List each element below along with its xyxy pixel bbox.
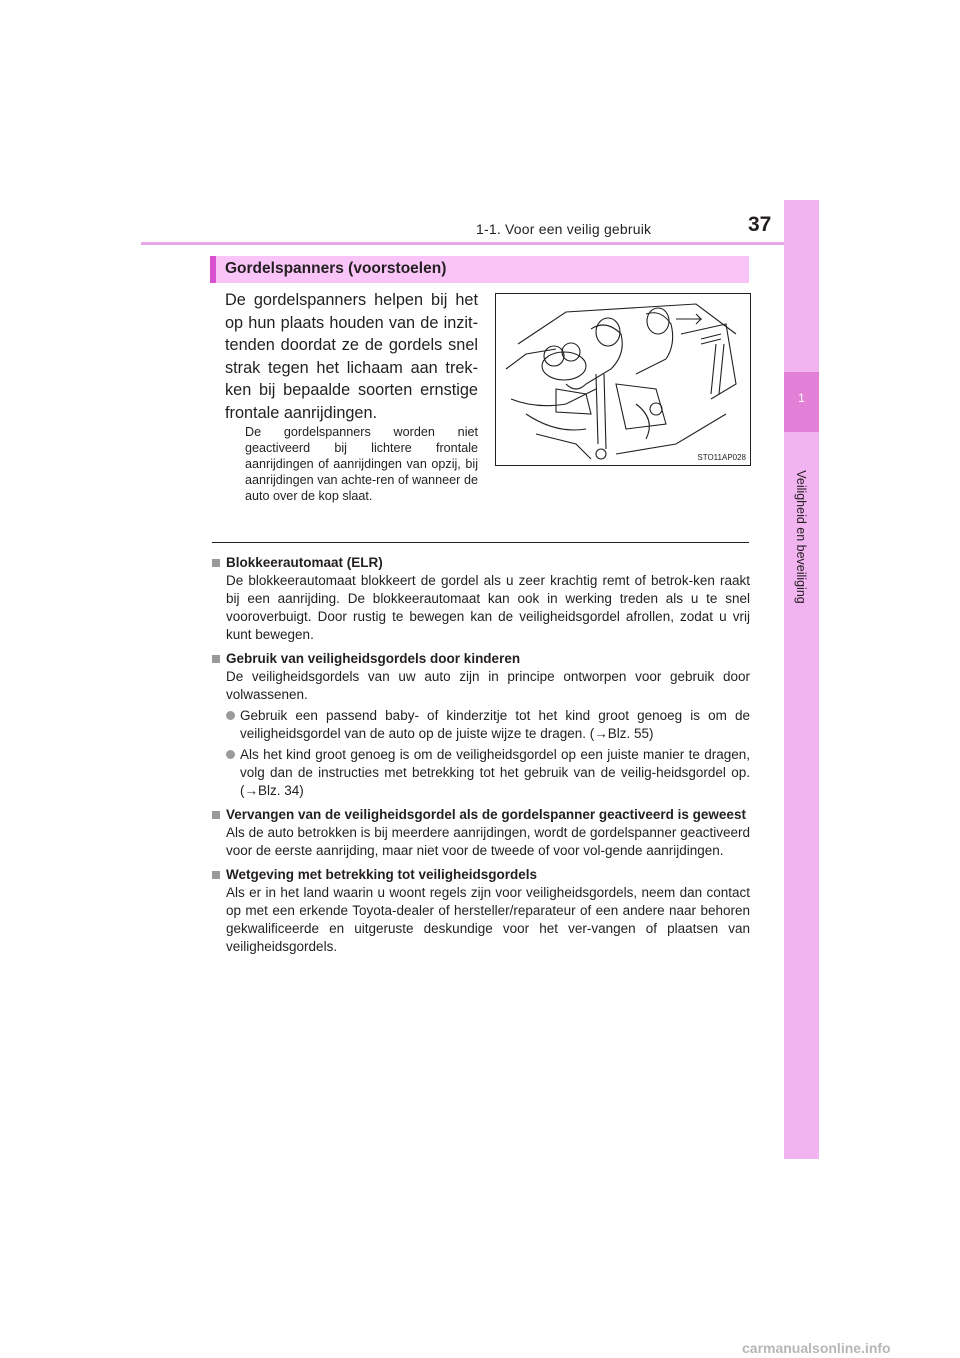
- info-item-text: De blokkeerautomaat blokkeert de gordel als u zeer krachtig remt of betrok-ken raakt bij een aanrijding. De blokkeerautomaat kan ook in werking treden als u te snel vooroverbuigt. Door rustig te bewegen kan de veiligheidsgordel afrollen, zodat u vrij kunt bewegen.: [226, 573, 750, 642]
- info-bullet-text: Als het kind groot genoeg is om de veiligheidsgordel op een juiste manier te dragen, volg dan de instructies met betrekking tot het gebruik van de veilig-heidsgordel op. (→Blz. 34): [240, 747, 750, 798]
- intro-paragraph: De gordelspanners helpen bij het op hun plaats houden van de inzit-tenden doordat ze de gordels snel strak tegen het lichaam aan trek-ken bij bepaalde soorten ernstige frontale aanrijdingen.: [225, 291, 478, 422]
- square-bullet-icon: [212, 559, 220, 567]
- car-interior-drawing: [496, 294, 750, 465]
- square-bullet-icon: [212, 811, 220, 819]
- info-item: [212, 866, 750, 956]
- info-items: [212, 554, 750, 962]
- info-item: [212, 554, 750, 644]
- info-item-heading: [212, 650, 750, 668]
- chapter-number: 1: [798, 391, 805, 405]
- header-rule: [141, 242, 819, 245]
- header-section-title: 1-1. Voor een veilig gebruik: [476, 221, 652, 237]
- side-tab: [784, 200, 819, 1159]
- info-item-title: Vervangen van de veiligheidsgordel als de gordelspanner geactiveerd is geweest: [226, 807, 746, 822]
- info-item-text: Als de auto betrokken is bij meerdere aanrijdingen, wordt de gordelspanner geactiveerd voor de eerste aanrijding, maar niet voor de tweede of voor vol-gende aanrijdingen.: [226, 825, 750, 858]
- info-bullet: [212, 746, 750, 800]
- pretensioner-illustration: [495, 293, 751, 466]
- square-bullet-icon: [212, 871, 220, 879]
- round-bullet-icon: [226, 711, 235, 720]
- note-paragraph: De gordelspanners worden niet geactiveerd bij lichtere frontale aanrijdingen of aanrijdingen van opzij, bij aanrijdingen van achte-ren of wanneer de auto over de kop slaat.: [245, 425, 478, 503]
- info-bullet-text: Gebruik een passend baby- of kinderzitje tot het kind groot genoeg is om de veiligheidsgordel van de auto op de juiste wijze te dragen. (→Blz. 55): [240, 708, 750, 741]
- info-item: [212, 806, 750, 860]
- info-item-title: Wetgeving met betrekking tot veiligheidsgordels: [226, 867, 538, 882]
- info-item-text: Als er in het land waarin u woont regels zijn voor veiligheidsgordels, neem dan contact op met een erkende Toyota-dealer of hersteller/reparateur of een andere naar behoren gekwalificeerde en uitgeruste deskundige voor het ver-vangen of plaatsen van veiligheidsgordels.: [226, 885, 750, 954]
- section-divider: [212, 542, 749, 543]
- chapter-title: Veiligheid en beveiliging: [794, 470, 808, 604]
- square-bullet-icon: [212, 655, 220, 663]
- figure-code: STO11AP028: [697, 453, 746, 462]
- info-item-heading: [212, 866, 750, 884]
- page-number: 37: [748, 213, 772, 236]
- info-item: [212, 650, 750, 800]
- info-item-heading: [212, 554, 750, 572]
- info-item-title: Blokkeerautomaat (ELR): [226, 555, 383, 570]
- info-bullet: [212, 707, 750, 743]
- section-title: Gordelspanners (voorstoelen): [225, 260, 447, 277]
- watermark: carmanualsonline.info: [742, 1340, 891, 1356]
- section-heading: [210, 256, 749, 283]
- info-item-text: De veiligheidsgordels van uw auto zijn in principe ontworpen voor gebruik door volwassenen.: [226, 669, 750, 702]
- round-bullet-icon: [226, 750, 235, 759]
- section-heading-bar: [210, 256, 216, 283]
- info-item-title: Gebruik van veiligheidsgordels door kinderen: [226, 651, 521, 666]
- info-item-heading: [212, 806, 750, 824]
